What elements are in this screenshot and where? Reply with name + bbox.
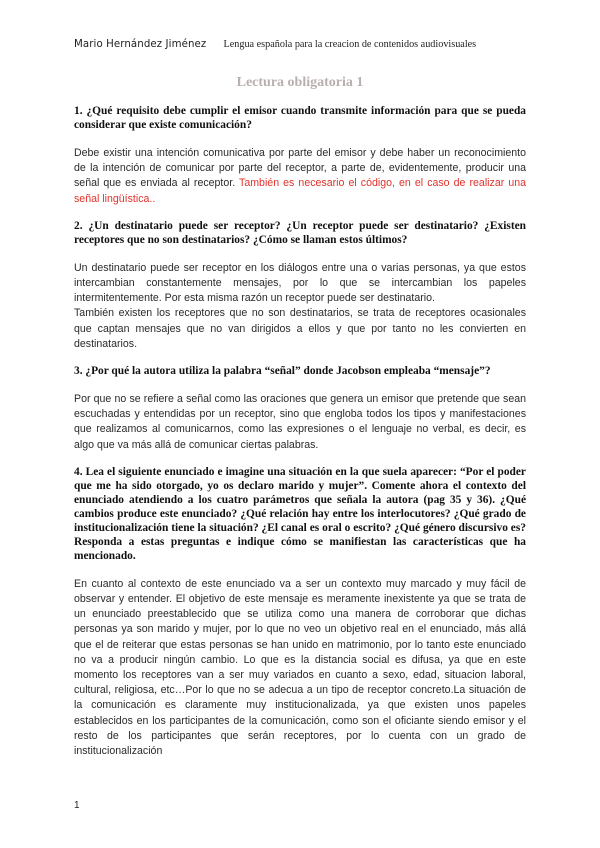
answer-1-text: Debe existir una intención comunicativa por parte del emisor y debe haber un reconocimiento de la intención de comunicar por parte del receptor, a parte de, evidentemente, producir una señal que es enviada al receptor. bbox=[74, 147, 526, 190]
answer-2-paragraph-2: También existen los receptores que no son destinatarios, se trata de receptores ocasionales que captan mensajes que no van dirigidos a ellos y que por tanto no les convierten en destinatarios. bbox=[74, 307, 526, 350]
answer-1-correction: También es necesario el código, en el caso de realizar una señal lingüística.. bbox=[74, 177, 526, 205]
answer-3 bbox=[74, 392, 526, 453]
header-author: Mario Hernández Jiménez bbox=[74, 39, 207, 50]
question-2: 2. ¿Un destinatario puede ser receptor? ¿Un receptor puede ser destinatario? ¿Existen receptores que no son destinatarios? ¿Cómo se llaman estos últimos? bbox=[74, 219, 526, 246]
document-title: Lectura obligatoria 1 bbox=[236, 75, 364, 90]
answer-1 bbox=[74, 146, 526, 207]
answer-3-text: Por que no se refiere a señal como las oraciones que genera un emisor que pretende que sean escuchadas y entendidas por un receptor, sino que engloba todos los tipos y manifestaciones que realizamos al comunicarnos, como las expresiones o el lenguaje no verbal, es decir, es algo que va más allá de comunicar ciertas palabras. bbox=[74, 393, 526, 451]
question-1: 1. ¿Qué requisito debe cumplir el emisor cuando transmite información para que se pueda considerar que existe comunicación? bbox=[74, 105, 526, 131]
page-header bbox=[74, 39, 534, 50]
header-subject: Lengua española para la creacion de contenidos audiovisuales bbox=[223, 39, 477, 50]
answer-4 bbox=[74, 577, 526, 759]
answer-2 bbox=[74, 261, 526, 352]
page-number: 1 bbox=[74, 800, 80, 811]
question-4: 4. Lea el siguiente enunciado e imagine una situación en la que suela aparecer: “Por el poder que me ha sido otorgado, yo os declaro marido y mujer”. Comente ahora el contexto del enunciado atendiendo a los cuatro parámetros que señala la autora (pag 35 y 36). ¿Qué cambios produce este enunciado? ¿Qué relación hay entre los interlocutores? ¿Qué grado de institucionalización tiene la situación? ¿El canal es oral o escrito? ¿Qué género discursivo es? Responda a estas preguntas e indique cómo se manifiestan las características que ha mencionado. bbox=[74, 465, 526, 562]
question-3: 3. ¿Por qué la autora utiliza la palabra “señal” donde Jacobson empleaba “mensaje”? bbox=[74, 365, 491, 378]
answer-2-paragraph-1: Un destinatario puede ser receptor en los diálogos entre una o varias personas, ya que estos intercambian constantemente mensajes, por lo que se intercambian los papeles intermitentemente. Por esta misma razón un receptor puede ser destinatario. bbox=[74, 261, 526, 305]
answer-4-text: En cuanto al contexto de este enunciado va a ser un contexto muy marcado y muy fácil de observar y entender. El objetivo de este mensaje es meramente inexistente ya que se trata de un enunciado preestablecido que se utiliza como una manera de corroborar que dichas personas ya son marido y mujer, por lo que no veo un objetivo real en el enunciado, más allá que el de reiterar que estas personas se han unido en matrimonio, por lo tanto este enunciado no va a producir ningún cambio. Lo que es la distancia social es difusa, ya que en este momento los receptores van a ser muy variados en cuanto a sexo, edad, situacion laboral, cultural, religiosa, etc…Por lo que no se adecua a un tipo de receptor concreto.La situación de la comunicación es claramente muy institucionalizada, ya que existen unos papeles establecidos en los participantes de la comunicación, como son el oficiante siendo emisor y el resto de los participantes que serán receptores, por lo cuenta con un grado de institucionalización bbox=[74, 577, 526, 758]
document-body bbox=[74, 104, 526, 771]
